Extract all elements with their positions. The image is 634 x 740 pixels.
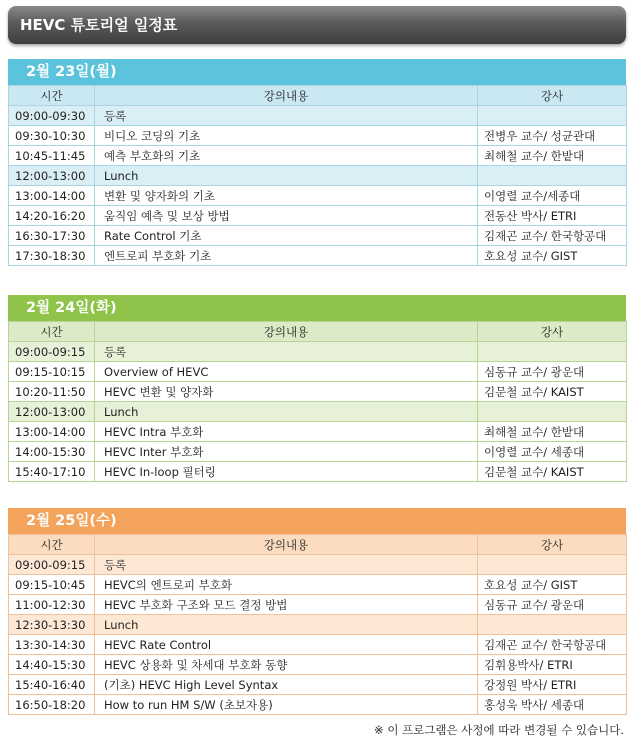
lecturer-cell: 심동규 교수/ 광운대 — [478, 362, 627, 382]
time-cell: 10:20-11:50 — [9, 382, 95, 402]
footer-note: ※ 이 프로그램은 사정에 따라 변경될 수 있습니다. — [374, 723, 624, 737]
time-cell: 15:40-17:10 — [9, 462, 95, 482]
lecturer-cell: 강정원 박사/ ETRI — [478, 675, 627, 695]
lecturer-cell: 최해철 교수/ 한밭대 — [478, 146, 627, 166]
time-cell: 14:20-16:20 — [9, 206, 95, 226]
lecturer-cell: 홍성욱 박사/ 세종대 — [478, 695, 627, 715]
lecturer-cell: 이영렬 교수/세종대 — [478, 186, 627, 206]
table-row — [9, 615, 627, 635]
lecturer-cell — [478, 402, 627, 422]
lecturer-cell — [478, 166, 627, 186]
time-cell: 09:00-09:15 — [9, 342, 95, 362]
content-cell: 등록 — [95, 555, 478, 575]
table-row — [9, 462, 627, 482]
content-cell: 등록 — [95, 106, 478, 126]
content-cell: Lunch — [95, 166, 478, 186]
table-row — [9, 106, 627, 126]
time-cell: 10:45-11:45 — [9, 146, 95, 166]
content-cell: HEVC 부호화 구조와 모드 결정 방법 — [95, 595, 478, 615]
content-cell: HEVC 상용화 및 차세대 부호화 동향 — [95, 655, 478, 675]
table-row — [9, 555, 627, 575]
table-row — [9, 595, 627, 615]
time-cell: 12:00-13:00 — [9, 402, 95, 422]
lecturer-cell: 최해철 교수/ 한밭대 — [478, 422, 627, 442]
table-row — [9, 166, 627, 186]
time-cell: 09:15-10:45 — [9, 575, 95, 595]
content-cell: 비디오 코딩의 기초 — [95, 126, 478, 146]
table-row — [9, 206, 627, 226]
time-cell: 09:00-09:30 — [9, 106, 95, 126]
day-header: 2월 24일(화) — [8, 295, 626, 321]
content-cell: 엔트로피 부호화 기초 — [95, 246, 478, 266]
column-header-time: 시간 — [9, 535, 95, 555]
lecturer-cell: 김휘용박사/ ETRI — [478, 655, 627, 675]
column-header-lecturer: 강사 — [478, 86, 627, 106]
time-cell: 15:40-16:40 — [9, 675, 95, 695]
lecturer-cell: 김문철 교수/ KAIST — [478, 462, 627, 482]
time-cell: 12:00-13:00 — [9, 166, 95, 186]
content-cell: How to run HM S/W (초보자용) — [95, 695, 478, 715]
table-row — [9, 655, 627, 675]
schedule-table — [8, 534, 627, 715]
lecturer-cell: 김재곤 교수/ 한국항공대 — [478, 226, 627, 246]
table-row — [9, 126, 627, 146]
table-row — [9, 635, 627, 655]
lecturer-cell: 전병우 교수/ 성균관대 — [478, 126, 627, 146]
lecturer-cell: 김문철 교수/ KAIST — [478, 382, 627, 402]
lecturer-cell: 이영렬 교수/ 세종대 — [478, 442, 627, 462]
time-cell: 13:30-14:30 — [9, 635, 95, 655]
lecturer-cell: 전동산 박사/ ETRI — [478, 206, 627, 226]
content-cell: HEVC의 엔트로피 부호화 — [95, 575, 478, 595]
lecturer-cell: 호요성 교수/ GIST — [478, 246, 627, 266]
table-row — [9, 402, 627, 422]
day-header: 2월 23일(월) — [8, 59, 626, 85]
day-header: 2월 25일(수) — [8, 508, 626, 534]
table-row — [9, 146, 627, 166]
time-cell: 16:50-18:20 — [9, 695, 95, 715]
table-row — [9, 186, 627, 206]
time-cell: 13:00-14:00 — [9, 422, 95, 442]
day-schedule-1 — [8, 59, 626, 266]
table-row — [9, 695, 627, 715]
column-header-lecturer: 강사 — [478, 322, 627, 342]
table-row — [9, 675, 627, 695]
time-cell: 09:30-10:30 — [9, 126, 95, 146]
content-cell: 움직임 예측 및 보상 방법 — [95, 206, 478, 226]
content-cell: HEVC Intra 부호화 — [95, 422, 478, 442]
lecturer-cell — [478, 555, 627, 575]
table-row — [9, 382, 627, 402]
content-cell: Rate Control 기초 — [95, 226, 478, 246]
content-cell: Overview of HEVC — [95, 362, 478, 382]
lecturer-cell: 김재곤 교수/ 한국항공대 — [478, 635, 627, 655]
lecturer-cell — [478, 615, 627, 635]
time-cell: 14:40-15:30 — [9, 655, 95, 675]
time-cell: 12:30-13:30 — [9, 615, 95, 635]
time-cell: 16:30-17:30 — [9, 226, 95, 246]
lecturer-cell: 심동규 교수/ 광운대 — [478, 595, 627, 615]
time-cell: 13:00-14:00 — [9, 186, 95, 206]
column-header-lecturer: 강사 — [478, 535, 627, 555]
column-header-time: 시간 — [9, 322, 95, 342]
content-cell: HEVC Inter 부호화 — [95, 442, 478, 462]
time-cell: 14:00-15:30 — [9, 442, 95, 462]
content-cell: (기초) HEVC High Level Syntax — [95, 675, 478, 695]
lecturer-cell — [478, 106, 627, 126]
time-cell: 09:15-10:15 — [9, 362, 95, 382]
time-cell: 09:00-09:15 — [9, 555, 95, 575]
column-header-content: 강의내용 — [95, 535, 478, 555]
table-row — [9, 342, 627, 362]
page-title: HEVC 튜토리얼 일정표 — [8, 6, 626, 44]
lecturer-cell — [478, 342, 627, 362]
content-cell: HEVC Rate Control — [95, 635, 478, 655]
table-row — [9, 575, 627, 595]
schedule-table — [8, 321, 627, 482]
time-cell: 17:30-18:30 — [9, 246, 95, 266]
table-row — [9, 442, 627, 462]
content-cell: 예측 부호화의 기초 — [95, 146, 478, 166]
content-cell: 등록 — [95, 342, 478, 362]
lecturer-cell: 호요성 교수/ GIST — [478, 575, 627, 595]
time-cell: 11:00-12:30 — [9, 595, 95, 615]
content-cell: HEVC In-loop 필터링 — [95, 462, 478, 482]
day-schedule-2 — [8, 295, 626, 482]
content-cell: Lunch — [95, 402, 478, 422]
table-row — [9, 246, 627, 266]
table-row — [9, 362, 627, 382]
day-schedule-3 — [8, 508, 626, 715]
column-header-content: 강의내용 — [95, 86, 478, 106]
table-row — [9, 226, 627, 246]
content-cell: HEVC 변환 및 양자화 — [95, 382, 478, 402]
column-header-time: 시간 — [9, 86, 95, 106]
content-cell: 변환 및 양자화의 기초 — [95, 186, 478, 206]
content-cell: Lunch — [95, 615, 478, 635]
column-header-content: 강의내용 — [95, 322, 478, 342]
table-row — [9, 422, 627, 442]
schedule-table — [8, 85, 627, 266]
